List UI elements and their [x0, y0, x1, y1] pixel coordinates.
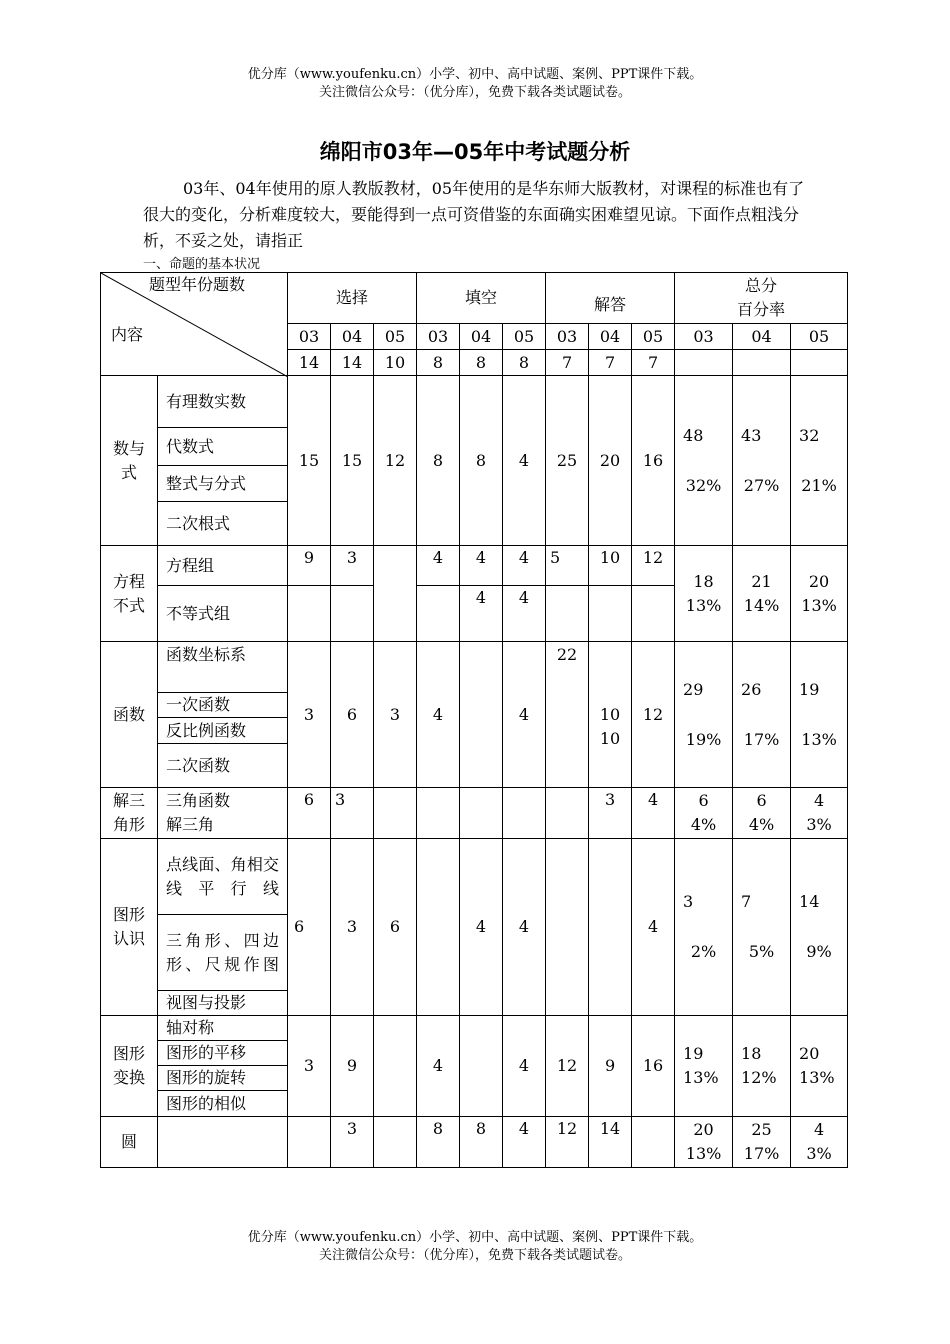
- category-cell: [101, 1016, 158, 1117]
- group-header-total-label: 总分: [745, 276, 778, 295]
- value-cell: 4: [503, 839, 546, 1016]
- total-value: 48: [683, 425, 704, 445]
- document-title: 绵阳市03年—05年中考试题分析: [319, 140, 631, 164]
- year-cell: 04: [589, 324, 632, 350]
- page-footer: [0, 1229, 950, 1265]
- subtopic-cell: 整式与分式: [158, 466, 288, 502]
- group-header-choice: 选择: [288, 273, 417, 324]
- percent-value: 13%: [685, 595, 722, 615]
- category-label: 方程不式: [112, 571, 145, 615]
- value-cell: 4: [417, 642, 460, 788]
- subtopic-cell: 有理数实数: [158, 376, 288, 428]
- total-value: 26: [741, 679, 762, 699]
- value-cell: 9: [331, 1016, 374, 1117]
- value-line: 10: [599, 704, 621, 724]
- value-cell: [503, 788, 546, 839]
- value-cell: [589, 839, 632, 1016]
- total-cell: [791, 1016, 848, 1117]
- count-cell: 14: [288, 350, 331, 376]
- total-cell: [675, 546, 733, 642]
- percent-value: 13%: [683, 1068, 719, 1087]
- value-cell: 12: [374, 376, 417, 546]
- value-cell: 4: [460, 839, 503, 1016]
- category-label: 图形变换: [112, 1044, 145, 1087]
- total-value: 7: [741, 892, 752, 911]
- category-label: 图形认识: [112, 905, 145, 948]
- value-cell: [417, 839, 460, 1016]
- subtopic-cell: [158, 788, 288, 839]
- value-cell: 3: [374, 642, 417, 788]
- group-header-total: [675, 273, 848, 324]
- total-cell: [733, 546, 791, 642]
- value-cell: 25: [546, 376, 589, 546]
- value-cell: 4: [503, 376, 546, 546]
- percent-value: 3%: [806, 1144, 832, 1163]
- count-cell: 8: [460, 350, 503, 376]
- value-cell: 4: [503, 1016, 546, 1117]
- category-cell: [101, 546, 158, 642]
- subtopic-line: 三角函数: [166, 791, 231, 810]
- percent-value: 4%: [690, 815, 717, 834]
- year-cell: 03: [546, 324, 589, 350]
- diagonal-header-top: 题型年份题数: [149, 275, 246, 294]
- total-cell: [733, 642, 791, 788]
- category-label: 解三角形: [112, 791, 145, 834]
- total-cell: [675, 1016, 733, 1117]
- value-cell: 4: [503, 642, 546, 788]
- total-value: 19: [683, 1044, 704, 1063]
- value-cell: 12: [632, 546, 675, 586]
- total-value: 18: [693, 571, 714, 591]
- year-cell: 04: [460, 324, 503, 350]
- analysis-table: [100, 272, 848, 1168]
- subtopic-cell: 轴对称: [158, 1016, 288, 1041]
- category-cell: 圆: [101, 1117, 158, 1168]
- value-cell: [589, 586, 632, 642]
- value-cell: [546, 839, 589, 1016]
- percent-value: 21%: [801, 475, 837, 495]
- total-value: 14: [799, 892, 820, 911]
- group-header-fill: 填空: [417, 273, 546, 324]
- percent-value: 14%: [743, 595, 780, 615]
- value-cell: 12: [632, 642, 675, 788]
- category-cell: [101, 839, 158, 1016]
- value-cell: 4: [503, 1117, 546, 1168]
- value-cell: 16: [632, 1016, 675, 1117]
- total-value: 6: [756, 791, 767, 810]
- year-cell: 04: [331, 324, 374, 350]
- value-cell: 15: [331, 376, 374, 546]
- count-cell: 8: [417, 350, 460, 376]
- total-value: 4: [813, 1120, 825, 1139]
- value-cell: [589, 642, 632, 788]
- value-cell: 3: [288, 1016, 331, 1117]
- total-cell: [791, 839, 848, 1016]
- value-cell: [331, 586, 374, 642]
- value-cell: [546, 586, 589, 642]
- year-cell: 05: [374, 324, 417, 350]
- footer-line-2: 关注微信公众号：（优分库），免费下载各类试题试卷。: [318, 1248, 631, 1263]
- value-cell: [288, 586, 331, 642]
- count-cell: 7: [546, 350, 589, 376]
- category-cell: [101, 376, 158, 546]
- value-cell: 4: [460, 546, 503, 586]
- total-cell: [675, 788, 733, 839]
- total-cell: [733, 839, 791, 1016]
- value-cell: 12: [546, 1016, 589, 1117]
- subtopic-cell: 代数式: [158, 428, 288, 466]
- value-cell: 3: [331, 546, 374, 586]
- subtopic-cell: 图形的平移: [158, 1041, 288, 1066]
- value-cell: 5: [546, 546, 589, 586]
- total-cell: [675, 376, 733, 546]
- section-heading: 一、命题的基本状况: [143, 257, 261, 272]
- year-cell: 05: [791, 324, 848, 350]
- diagonal-header-cell: [101, 273, 288, 376]
- value-line: 10: [599, 728, 621, 748]
- value-cell: [374, 788, 417, 839]
- group-header-percent-label: 百分率: [737, 300, 786, 319]
- total-cell: [675, 1117, 733, 1168]
- subtopic-cell: 一次函数: [158, 693, 288, 718]
- value-cell: 20: [589, 376, 632, 546]
- category-label: 数与式: [112, 438, 145, 482]
- total-cell: [791, 376, 848, 546]
- total-value: 3: [683, 892, 694, 911]
- value-cell: 3: [331, 788, 374, 839]
- subtopic-cell: 点线面、角相交线平行线: [158, 839, 288, 915]
- subtopic-cell: 函数坐标系: [158, 642, 288, 693]
- value-cell: 3: [589, 788, 632, 839]
- value-cell: 8: [417, 376, 460, 546]
- page-header: [0, 66, 950, 102]
- subtopic-cell: 三角形、四边形、尺规作图: [158, 915, 288, 991]
- total-value: 18: [741, 1044, 762, 1063]
- value-cell: 22: [546, 642, 589, 788]
- subtopic-cell: 二次函数: [158, 744, 288, 788]
- value-cell: [460, 642, 503, 788]
- total-value: 20: [799, 1044, 820, 1063]
- value-cell: 4: [632, 788, 675, 839]
- value-cell: 6: [288, 788, 331, 839]
- intro-paragraph: 03年、04年使用的原人教版教材，05年使用的是华东师大版教材，对课程的标准也有了很大的变化，分析难度较大，要能得到一点可资借鉴的东面确实困难望见谅。下面作点粗浅分析，不妥之处，请指正: [143, 179, 805, 250]
- value-cell: 10: [589, 546, 632, 586]
- value-cell: [288, 1117, 331, 1168]
- value-cell: 15: [288, 376, 331, 546]
- year-cell: 05: [632, 324, 675, 350]
- percent-value: 4%: [748, 815, 775, 834]
- value-cell: 12: [546, 1117, 589, 1168]
- value-cell: 9: [288, 546, 331, 586]
- percent-value: 32%: [685, 475, 722, 495]
- value-cell: [374, 1117, 417, 1168]
- count-cell: 7: [632, 350, 675, 376]
- total-value: 4: [813, 791, 825, 810]
- value-cell: 4: [632, 839, 675, 1016]
- subtopic-cell: 视图与投影: [158, 991, 288, 1016]
- year-cell: 03: [675, 324, 733, 350]
- percent-value: 19%: [685, 729, 722, 749]
- total-cell: [733, 1016, 791, 1117]
- empty-cell: [675, 350, 733, 376]
- total-cell: [791, 788, 848, 839]
- percent-value: 9%: [806, 942, 832, 961]
- total-value: 19: [799, 679, 820, 699]
- count-cell: 8: [503, 350, 546, 376]
- value-cell: 14: [589, 1117, 632, 1168]
- value-cell: 4: [417, 1016, 460, 1117]
- value-cell: [417, 788, 460, 839]
- value-cell: 8: [417, 1117, 460, 1168]
- value-cell: [374, 546, 417, 642]
- total-value: 6: [698, 791, 709, 810]
- value-cell: 4: [503, 546, 546, 586]
- value-cell: [546, 788, 589, 839]
- subtopic-cell: 反比例函数: [158, 718, 288, 744]
- total-cell: [733, 376, 791, 546]
- value-cell: [632, 1117, 675, 1168]
- subtopic-line: 解三角: [166, 815, 215, 834]
- total-cell: [733, 1117, 791, 1168]
- value-cell: 3: [331, 1117, 374, 1168]
- total-cell: [791, 642, 848, 788]
- total-value: 25: [751, 1120, 772, 1139]
- year-cell: 03: [288, 324, 331, 350]
- value-cell: 4: [503, 586, 546, 642]
- empty-cell: [733, 350, 791, 376]
- value-cell: 8: [460, 1117, 503, 1168]
- value-cell: [374, 1016, 417, 1117]
- total-cell: [791, 1117, 848, 1168]
- percent-value: 13%: [801, 595, 837, 615]
- percent-value: 12%: [741, 1068, 777, 1087]
- category-cell: [101, 788, 158, 839]
- total-value: 29: [683, 679, 704, 699]
- value-cell: [460, 1016, 503, 1117]
- count-cell: 14: [331, 350, 374, 376]
- percent-value: 17%: [743, 729, 780, 749]
- subtopic-cell: 图形的旋转: [158, 1066, 288, 1091]
- value-cell: 3: [331, 839, 374, 1016]
- subtopic-cell: 图形的相似: [158, 1091, 288, 1117]
- total-value: 32: [799, 425, 820, 445]
- value-cell: 6: [288, 839, 331, 1016]
- total-value: 20: [693, 1120, 714, 1139]
- count-cell: 10: [374, 350, 417, 376]
- percent-value: 2%: [690, 942, 717, 961]
- diagonal-header-bottom: 内容: [111, 325, 144, 344]
- subtopic-cell: [158, 1117, 288, 1168]
- total-value: 21: [751, 571, 772, 591]
- percent-value: 3%: [806, 815, 832, 834]
- group-header-solve: 解答: [546, 273, 675, 324]
- value-cell: 4: [417, 546, 460, 586]
- percent-value: 13%: [685, 1144, 722, 1163]
- year-cell: 03: [417, 324, 460, 350]
- year-cell: 05: [503, 324, 546, 350]
- percent-value: 5%: [748, 942, 775, 961]
- subtopic-cell: 二次根式: [158, 502, 288, 546]
- header-line-1: 优分库（www.youfenku.cn）小学、初中、高中试题、案例、PPT课件下载。: [247, 67, 703, 82]
- value-cell: 4: [460, 586, 503, 642]
- value-cell: 9: [589, 1016, 632, 1117]
- value-cell: 16: [632, 376, 675, 546]
- value-cell: 8: [460, 376, 503, 546]
- value-cell: 6: [374, 839, 417, 1016]
- subtopic-cell: 不等式组: [158, 586, 288, 642]
- header-line-2: 关注微信公众号：（优分库），免费下载各类试题试卷。: [318, 85, 631, 100]
- total-cell: [733, 788, 791, 839]
- category-cell: 函数: [101, 642, 158, 788]
- footer-line-1: 优分库（www.youfenku.cn）小学、初中、高中试题、案例、PPT课件下载。: [247, 1230, 703, 1245]
- total-cell: [675, 642, 733, 788]
- empty-cell: [791, 350, 848, 376]
- count-cell: 7: [589, 350, 632, 376]
- value-cell: 6: [331, 642, 374, 788]
- percent-value: 13%: [799, 1068, 835, 1087]
- percent-value: 27%: [743, 475, 780, 495]
- value-cell: [460, 788, 503, 839]
- percent-value: 17%: [743, 1144, 780, 1163]
- total-cell: [791, 546, 848, 642]
- value-cell: [417, 586, 460, 642]
- total-value: 43: [741, 425, 762, 445]
- total-value: 20: [808, 571, 830, 591]
- value-cell: [632, 586, 675, 642]
- subtopic-cell: 方程组: [158, 546, 288, 586]
- total-cell: [675, 839, 733, 1016]
- percent-value: 13%: [801, 729, 837, 749]
- value-cell: 3: [288, 642, 331, 788]
- year-cell: 04: [733, 324, 791, 350]
